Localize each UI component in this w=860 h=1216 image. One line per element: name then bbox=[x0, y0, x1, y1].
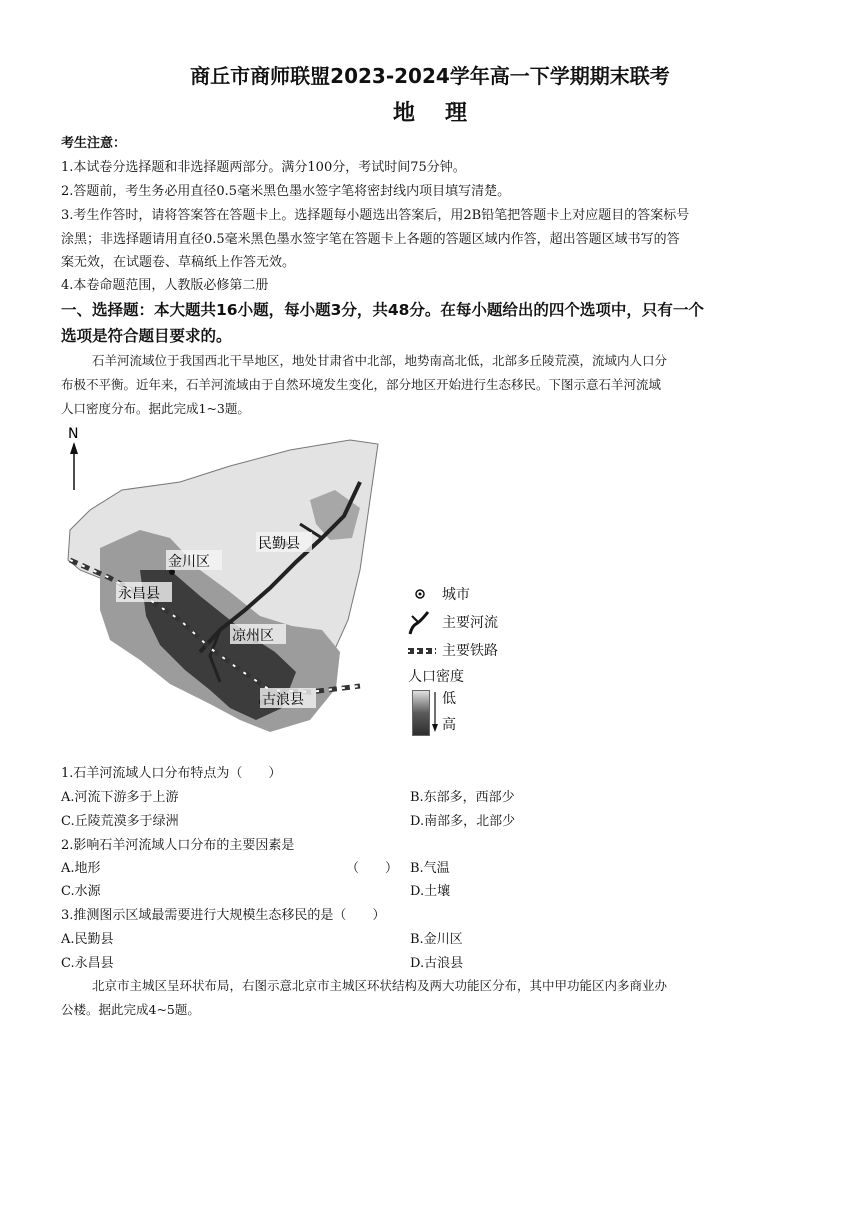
option-c: C.水源 bbox=[61, 884, 101, 899]
option-d: D.古浪县 bbox=[410, 956, 464, 971]
north-label: N bbox=[68, 426, 79, 442]
legend-high: 高 bbox=[442, 717, 456, 733]
legend-railway: 主要铁路 bbox=[442, 643, 498, 659]
passage-line: 公楼。据此完成4~5题。 bbox=[61, 1002, 200, 1017]
question-stem: 2.影响石羊河流域人口分布的主要因素是 bbox=[61, 838, 295, 853]
river-legend-icon bbox=[408, 610, 434, 636]
density-arrow-icon bbox=[430, 690, 440, 734]
option-d: D.土壤 bbox=[410, 884, 451, 899]
option-a: A.河流下游多于上游 bbox=[61, 790, 179, 805]
label-minqin: 民勤县 bbox=[258, 536, 300, 552]
legend-river: 主要河流 bbox=[442, 615, 498, 631]
option-d: D.南部多，北部少 bbox=[410, 814, 516, 829]
label-liangzhou: 凉州区 bbox=[232, 628, 274, 644]
answer-paren: （ ） bbox=[346, 861, 399, 876]
option-a: A.地形 bbox=[61, 861, 101, 876]
legend-city: 城市 bbox=[442, 587, 470, 603]
option-c: C.丘陵荒漠多于绿洲 bbox=[61, 814, 179, 829]
passage-line: 石羊河流域位于我国西北干旱地区，地处甘肃省中北部，地势南高北低，北部多丘陵荒漠，流域内人口分 bbox=[92, 353, 668, 368]
railway-legend-icon bbox=[408, 644, 436, 658]
option-b: B.东部多，西部少 bbox=[410, 790, 515, 805]
notice-heading: 考生注意： bbox=[61, 136, 127, 151]
legend-density: 人口密度 bbox=[408, 669, 464, 685]
question-stem: 3.推测图示区域最需要进行大规模生态移民的是（ ） bbox=[61, 908, 386, 923]
section-heading: 选项是符合题目要求的。 bbox=[61, 327, 232, 345]
section-heading: 一、选择题：本大题共16小题，每小题3分，共48分。在每小题给出的四个选项中，只有一个 bbox=[61, 301, 704, 319]
notice-item: 案无效，在试题卷、草稿纸上作答无效。 bbox=[61, 255, 296, 270]
legend-low: 低 bbox=[442, 691, 456, 707]
label-yongchang: 永昌县 bbox=[118, 586, 160, 602]
notice-item: 4.本卷命题范围，人教版必修第二册 bbox=[61, 278, 269, 293]
exam-title: 商丘市商师联盟2023-2024学年高一下学期期末联考 bbox=[190, 64, 670, 88]
north-arrow-head-icon bbox=[70, 442, 78, 454]
question-stem: 1.石羊河流域人口分布特点为（ ） bbox=[61, 766, 282, 781]
notice-item: 1.本试卷分选择题和非选择题两部分。满分100分，考试时间75分钟。 bbox=[61, 160, 466, 175]
notice-item: 涂黑；非选择题请用直径0.5毫米黑色墨水签字笔在答题卡上各题的答题区域内作答，超出答题区域书写的答 bbox=[61, 232, 680, 247]
passage-line: 人口密度分布。据此完成1~3题。 bbox=[61, 401, 250, 416]
map-legend bbox=[408, 582, 538, 742]
population-density-map bbox=[60, 420, 380, 750]
notice-item: 3.考生作答时，请将答案答在答题卡上。选择题每小题选出答案后，用2B铅笔把答题卡上对应题目的答案标号 bbox=[61, 208, 690, 223]
subject-title: 地理 bbox=[392, 101, 497, 126]
passage-line: 布极不平衡。近年来，石羊河流域由于自然环境发生变化，部分地区开始进行生态移民。下图示意石羊河流域 bbox=[61, 377, 662, 392]
notice-item: 2.答题前，考生务必用直径0.5毫米黑色墨水签字笔将密封线内项目填写清楚。 bbox=[61, 184, 511, 199]
option-b: B.金川区 bbox=[410, 932, 463, 947]
option-a: A.民勤县 bbox=[61, 932, 114, 947]
city-legend-icon bbox=[410, 584, 434, 608]
option-c: C.永昌县 bbox=[61, 956, 114, 971]
passage-line: 北京市主城区呈环状布局，右图示意北京市主城区环状结构及两大功能区分布，其中甲功能区内多商业办 bbox=[92, 978, 668, 993]
option-b: B.气温 bbox=[410, 861, 450, 876]
label-jinchuan: 金川区 bbox=[168, 554, 210, 570]
label-gulang: 古浪县 bbox=[262, 692, 304, 708]
density-scale bbox=[412, 690, 430, 736]
